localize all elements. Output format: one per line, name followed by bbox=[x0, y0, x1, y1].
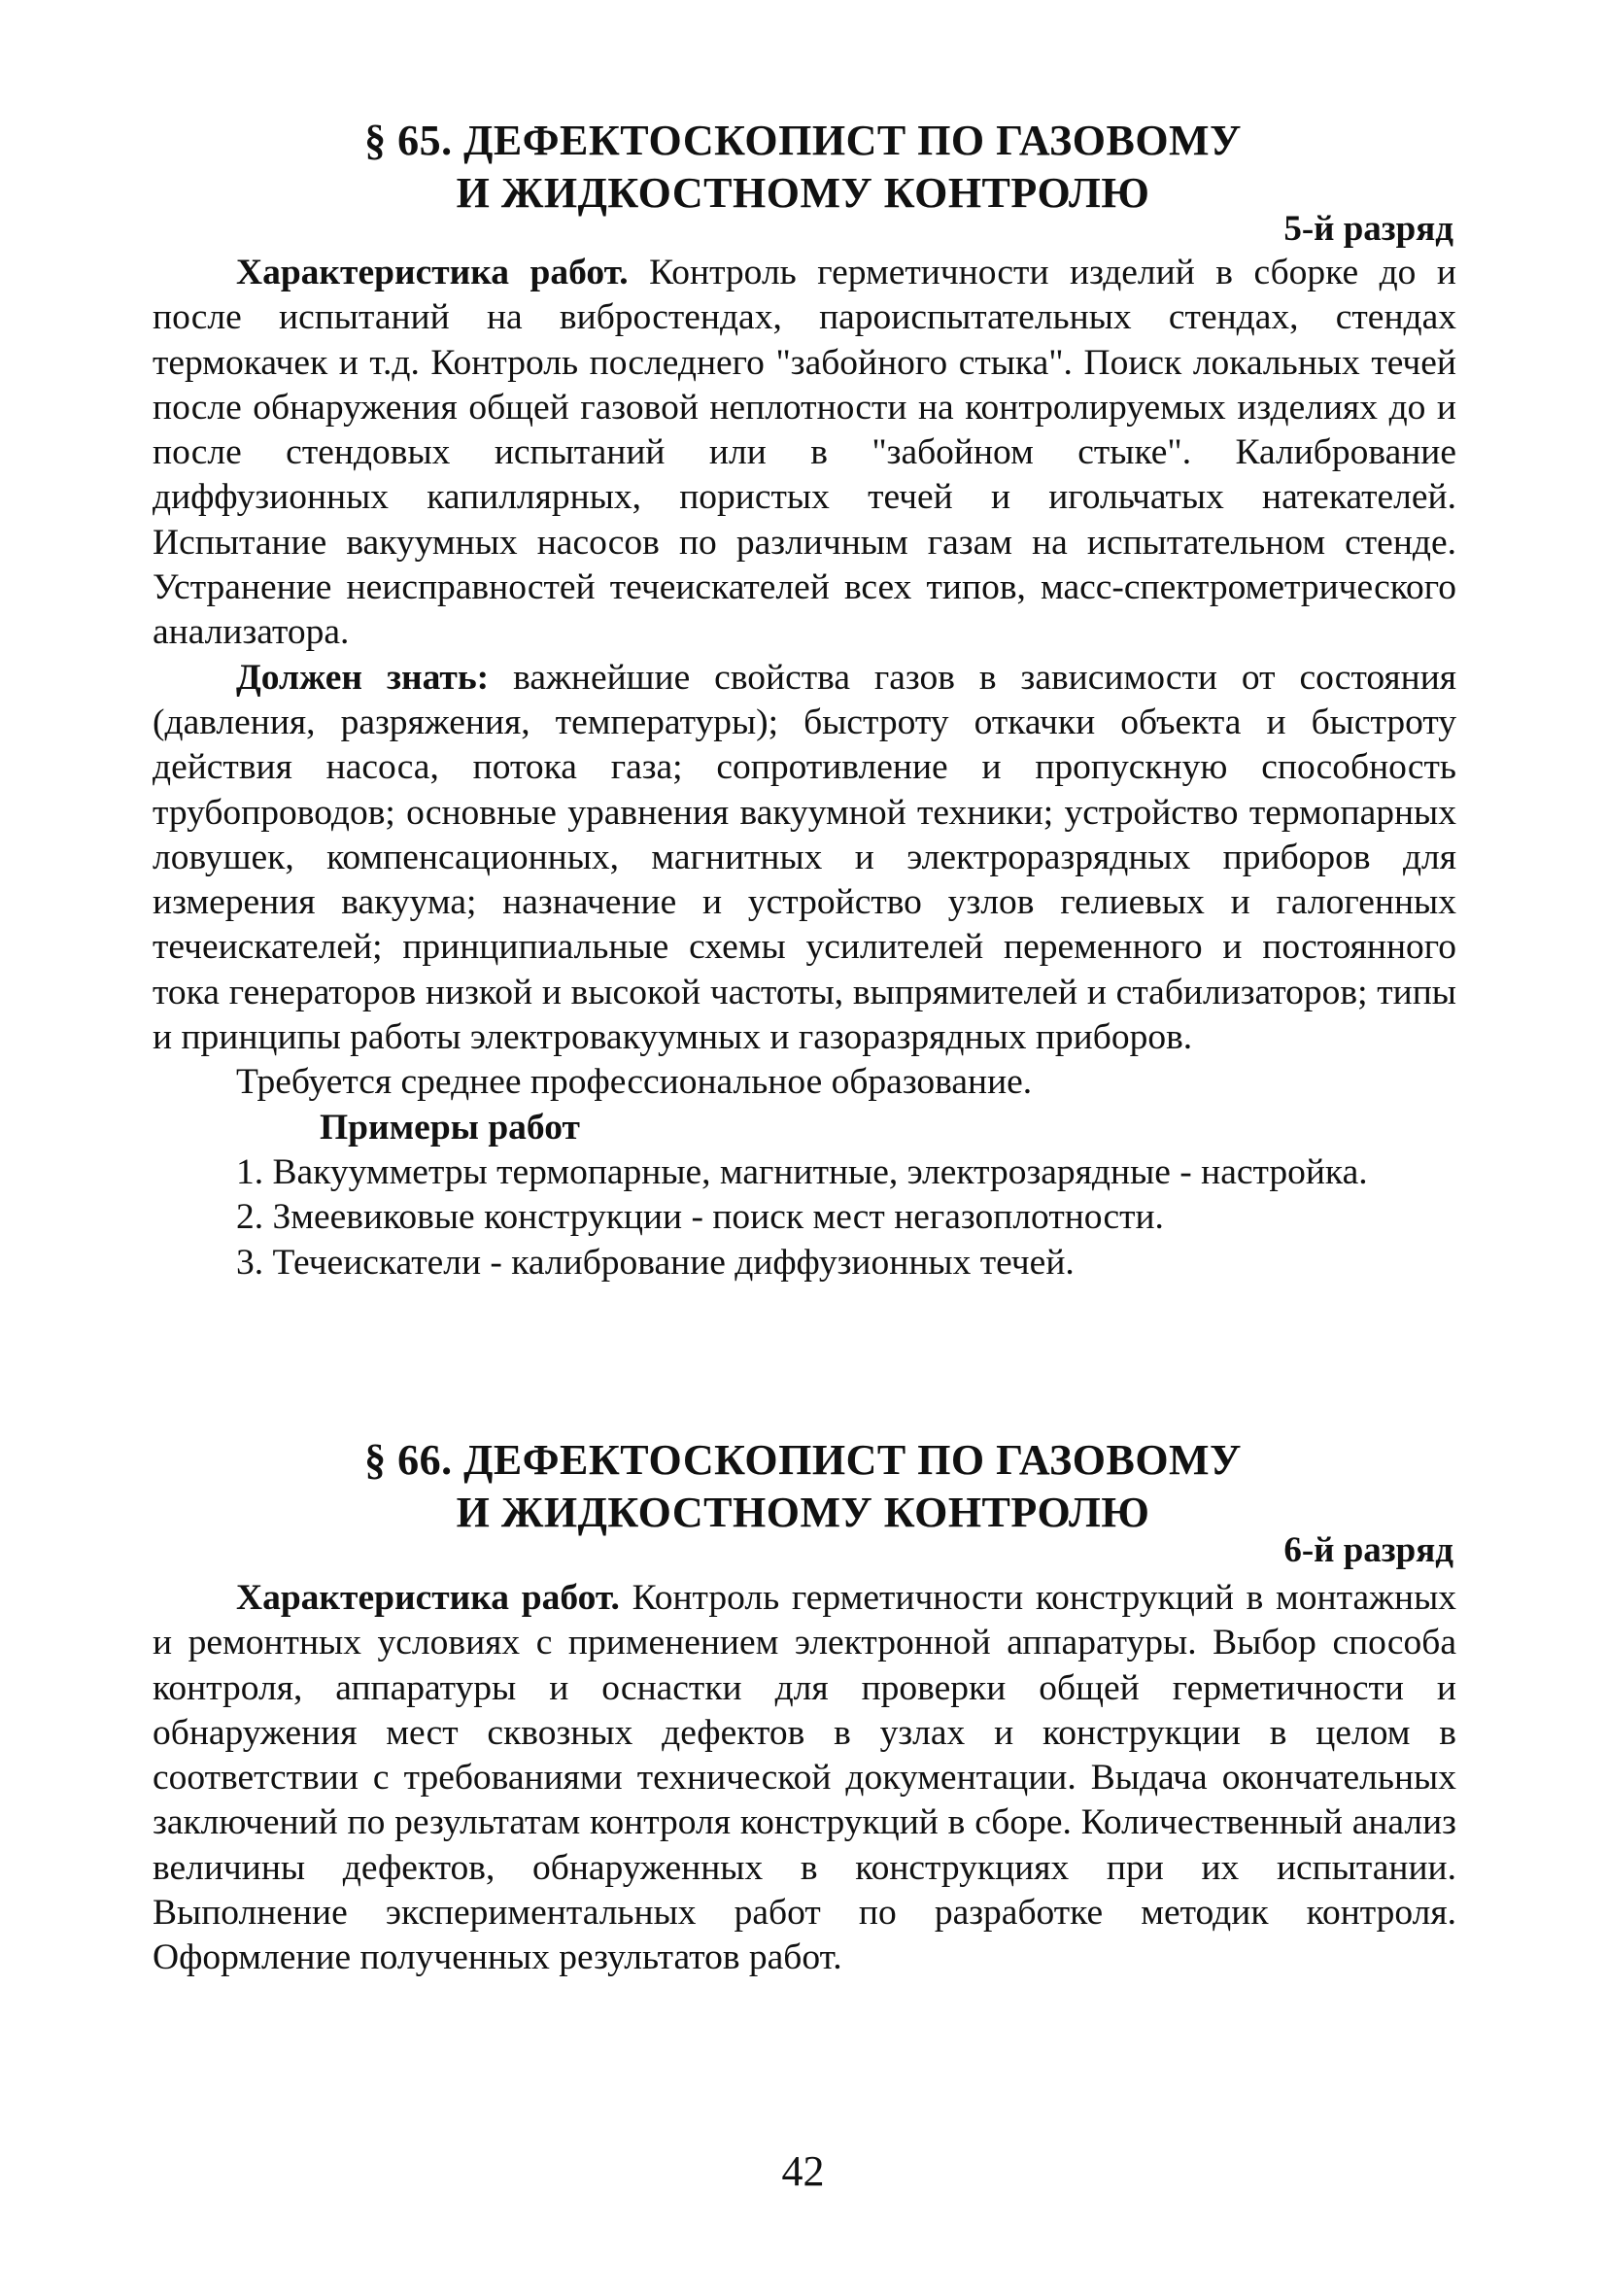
section-66-title-line1: § 66. ДЕФЕКТОСКОПИСТ ПО ГАЗОВОМУ bbox=[364, 1436, 1242, 1484]
section-66-characteristic bbox=[153, 1576, 1456, 1981]
characteristic-label: Характеристика работ. bbox=[236, 1578, 620, 1618]
section-65-examples-label: Примеры работ bbox=[320, 1107, 580, 1148]
section-65-grade: 5-й разряд bbox=[1283, 209, 1453, 249]
characteristic-label: Характеристика работ. bbox=[236, 253, 629, 292]
section-66-body bbox=[153, 1576, 1456, 1981]
section-66-grade: 6-й разряд bbox=[1283, 1530, 1453, 1570]
section-65-title bbox=[0, 115, 1606, 220]
example-item-1: 1. Вакуумметры термопарные, магнитные, электрозарядные - настройка. bbox=[236, 1151, 1368, 1192]
section-65-knowledge bbox=[153, 656, 1456, 1061]
page-number: 42 bbox=[781, 2147, 825, 2195]
knowledge-text: важнейшие свойства газов в зависимости от состояния (давления, разряжения, температуры); быстроту откачки объекта и быстроту действия насоса, потока газа; сопротивление и пропускную способность трубопроводов; основные уравнения вакуумной техники; устройство термопарных ловушек, компенсационных, магнитных и электроразрядных приборов для измерения вакуума; назначение и устройство узлов гелиевых и галогенных течеискателей; принципиальные схемы усилителей переменного и постоянного тока генераторов низкой и высокой частоты, выпрямителей и стабилизаторов; типы и принципы работы электровакуумных и газоразрядных приборов. bbox=[153, 657, 1457, 1058]
section-66-title-line2: И ЖИДКОСТНОМУ КОНТРОЛЮ bbox=[456, 1489, 1150, 1536]
characteristic-text: Контроль герметичности конструкций в монтажных и ремонтных условиях с применением электронной аппаратуры. Выбор способа контроля, аппаратуры и оснастки для проверки общей герметичности и обнаружения мест сквозных дефектов в узлах и конструкции в целом в соответствии с требованиями технической документации. Выдача окончательных заключений по результатам контроля конструкций в сборе. Количественный анализ величины дефектов, обнаруженных в конструкциях при их испытании. Выполнение экспериментальных работ по разработке методик контроля. Оформление полученных результатов работ. bbox=[153, 1578, 1457, 1978]
section-65-characteristic bbox=[153, 251, 1456, 656]
section-65-title-line1: § 65. ДЕФЕКТОСКОПИСТ ПО ГАЗОВОМУ bbox=[364, 117, 1242, 164]
characteristic-text: Контроль герметичности изделий в сборке до и после испытаний на вибростендах, пароиспытательных стендах, стендах термокачек и т.д. Контроль последнего "забойного стыка". Поиск локальных течей после обнаружения общей газовой неплотности на контролируемых изделиях до и после стендовых испытаний или в "забойном стыке". Калибрование диффузионных капиллярных, пористых течей и игольчатых натекателей. Испытание вакуумных насосов по различным газам на испытательном стенде. Устранение неисправностей течеискателей всех типов, масс-спектрометрического анализатора. bbox=[153, 253, 1456, 653]
section-65-body bbox=[153, 251, 1456, 1285]
example-item-2: 2. Змеевиковые конструкции - поиск мест негазоплотности. bbox=[236, 1197, 1164, 1238]
section-65-title-line2: И ЖИДКОСТНОМУ КОНТРОЛЮ bbox=[456, 169, 1150, 217]
example-item-3: 3. Течеискатели - калибрование диффузионных течей. bbox=[236, 1242, 1075, 1283]
section-65-education: Требуется среднее профессиональное образование. bbox=[236, 1062, 1033, 1103]
knowledge-label: Должен знать: bbox=[236, 657, 490, 698]
section-66-title bbox=[0, 1434, 1606, 1539]
